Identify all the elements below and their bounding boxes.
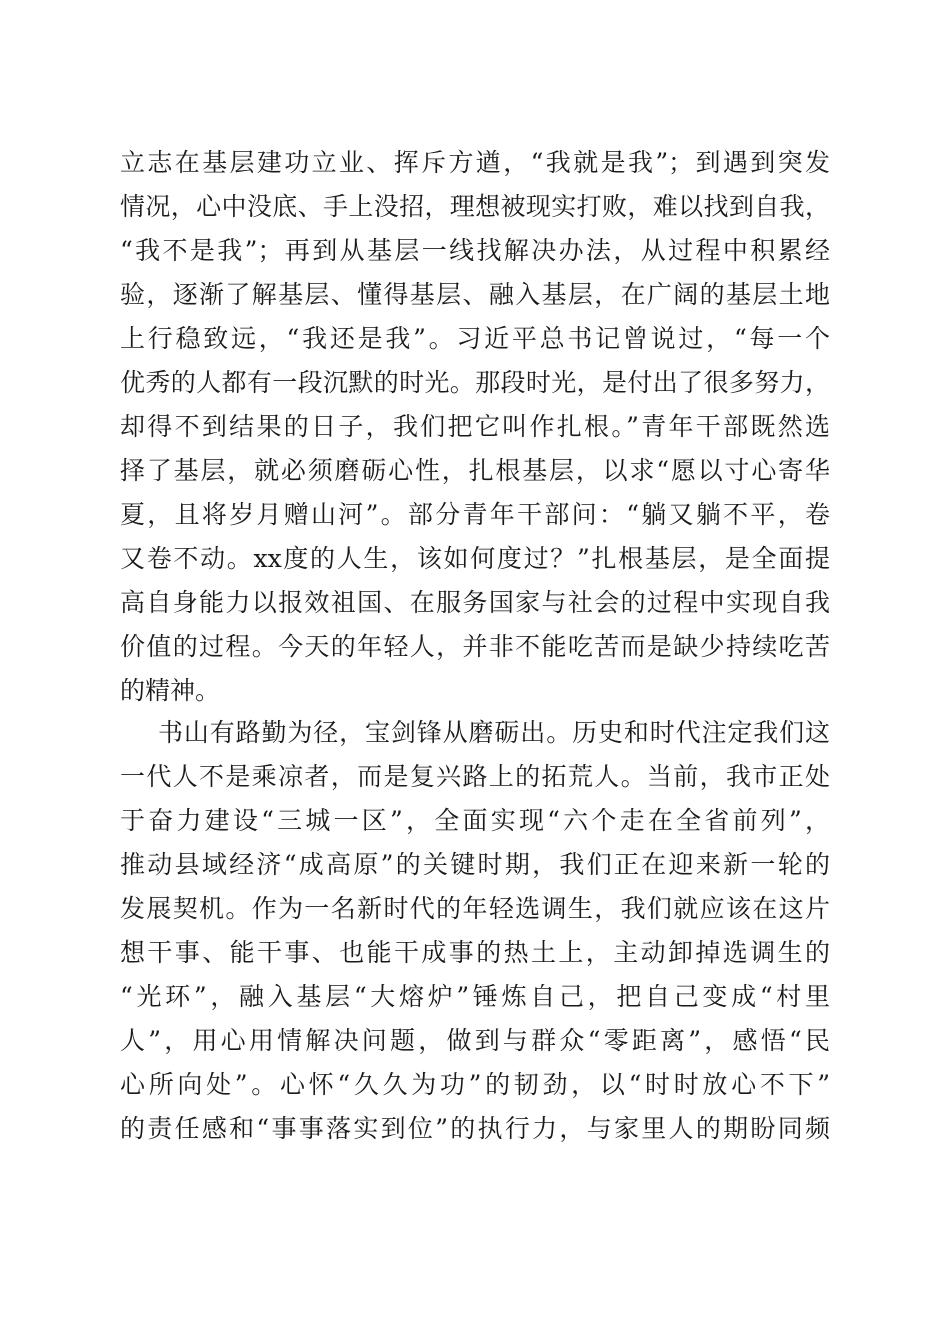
paragraph-line: 于奋力建设“三城一区”，全面实现“六个走在全省前列”， [120, 806, 830, 835]
paragraph-1 [120, 141, 830, 713]
paragraph-line: 情况，心中没底、手上没招，理想被现实打败，难以找到自我， [120, 192, 830, 221]
paragraph-line: 上行稳致远，“我还是我”。习近平总书记曾说过，“每一个 [120, 324, 830, 353]
paragraph-line: 高自身能力以报效祖国、在服务国家与社会的过程中实现自我 [120, 588, 830, 617]
paragraph-line: “光环”，融入基层“大熔炉”锤炼自己，把自己变成“村里 [120, 982, 830, 1011]
paragraph-line: 的责任感和“事事落实到位”的执行力，与家里人的期盼同频 [120, 1114, 830, 1143]
paragraph-line: 想干事、能干事、也能干成事的热土上，主动卸掉选调生的 [120, 938, 830, 967]
paragraph-line: 优秀的人都有一段沉默的时光。那段时光，是付出了很多努力， [120, 368, 830, 397]
paragraph-line: 一代人不是乘凉者，而是复兴路上的拓荒人。当前，我市正处 [120, 762, 830, 791]
paragraph-line: 推动县域经济“成高原”的关键时期，我们正在迎来新一轮的 [120, 850, 830, 879]
paragraph-line: 验，逐渐了解基层、懂得基层、融入基层，在广阔的基层土地 [120, 280, 830, 309]
paragraph-line: 又卷不动。xx度的人生，该如何度过？”扎根基层，是全面提 [120, 544, 830, 573]
paragraph-line: 却得不到结果的日子，我们把它叫作扎根。”青年干部既然选 [120, 412, 830, 441]
paragraph-line: 的精神。 [120, 676, 221, 705]
paragraph-line: 价值的过程。今天的年轻人，并非不能吃苦而是缺少持续吃苦 [120, 632, 830, 661]
paragraph-line: 夏，且将岁月赠山河”。部分青年干部问：“躺又躺不平，卷 [120, 500, 830, 529]
paragraph-line: 书山有路勤为径，宝剑锋从磨砺出。历史和时代注定我们这 [158, 718, 830, 747]
paragraph-line: 择了基层，就必须磨砺心性，扎根基层，以求“愿以寸心寄华 [120, 456, 830, 485]
paragraph-2 [120, 711, 830, 1151]
paragraph-line: 发展契机。作为一名新时代的年轻选调生，我们就应该在这片 [120, 894, 830, 923]
paragraph-line: 人”，用心用情解决问题，做到与群众“零距离”，感悟“民 [120, 1026, 830, 1055]
paragraph-line: 立志在基层建功立业、挥斥方遒，“我就是我”；到遇到突发 [120, 148, 830, 177]
paragraph-line: “我不是我”；再到从基层一线找解决办法，从过程中积累经 [120, 236, 830, 265]
paragraph-line: 心所向处”。心怀“久久为功”的韧劲，以“时时放心不下” [120, 1070, 830, 1099]
